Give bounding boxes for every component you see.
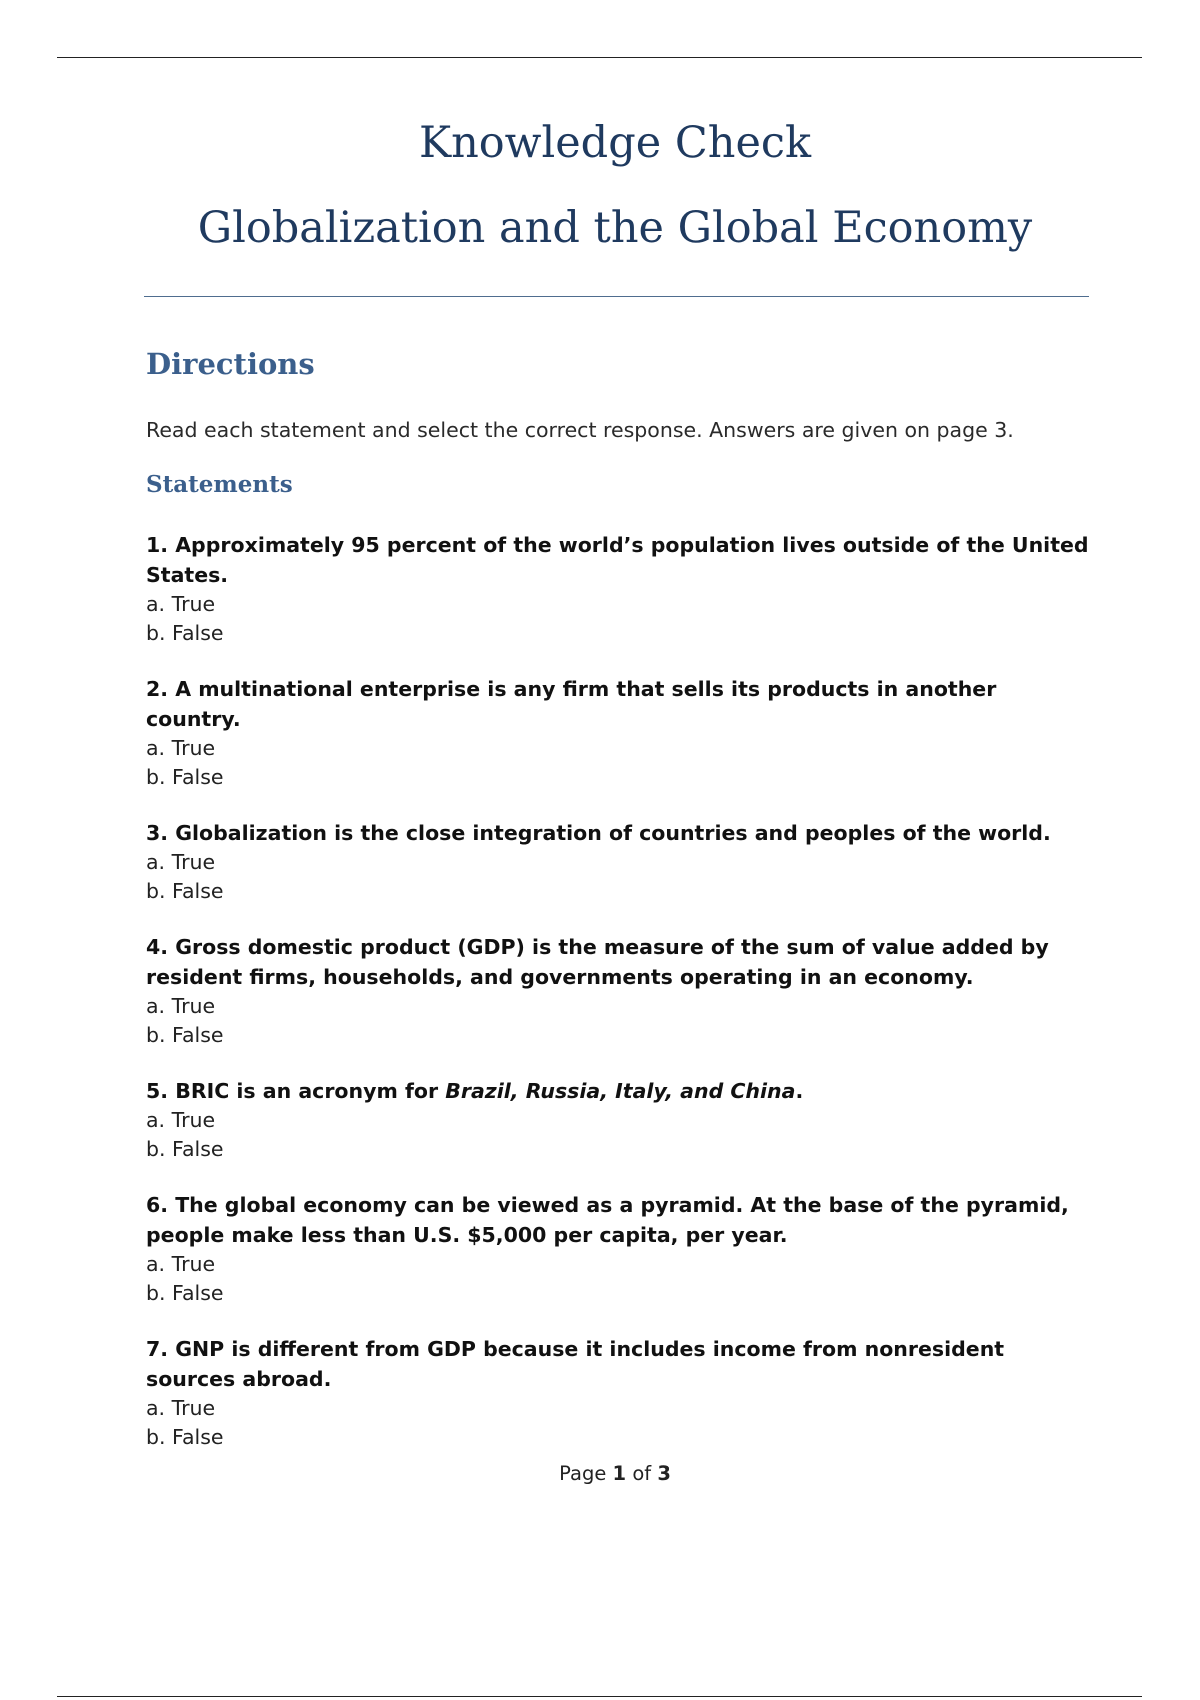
- option-true[interactable]: a. True: [146, 1252, 216, 1276]
- directions-text: Read each statement and select the correct response. Answers are given on page 3.: [146, 418, 1014, 442]
- option-false[interactable]: b. False: [146, 621, 224, 645]
- question-text: 3. Globalization is the close integration of countries and peoples of the world.: [146, 821, 1051, 845]
- option-true[interactable]: a. True: [146, 994, 216, 1018]
- question-6: [146, 1190, 1096, 1308]
- current-page: 1: [612, 1462, 627, 1485]
- option-false[interactable]: b. False: [146, 1023, 224, 1047]
- question-text-emphasis: Brazil, Russia, Italy, and China: [445, 1079, 796, 1103]
- top-rule: [57, 57, 1142, 58]
- page-number: [0, 1462, 1200, 1485]
- option-true[interactable]: a. True: [146, 850, 216, 874]
- option-false[interactable]: b. False: [146, 1425, 224, 1449]
- question-5: [146, 1076, 1096, 1164]
- option-false[interactable]: b. False: [146, 765, 224, 789]
- question-text: 4. Gross domestic product (GDP) is the measure of the sum of value added by resident firms, households, and governments operating in an economy.: [146, 935, 1049, 989]
- question-text: [146, 1076, 1096, 1106]
- question-list: [146, 530, 1096, 1478]
- option-true[interactable]: a. True: [146, 1396, 216, 1420]
- total-pages: 3: [657, 1462, 671, 1485]
- question-text: 7. GNP is different from GDP because it includes income from nonresident sources abroad.: [146, 1337, 1005, 1391]
- option-false[interactable]: b. False: [146, 1281, 224, 1305]
- option-true[interactable]: a. True: [146, 592, 216, 616]
- question-text-suffix: .: [795, 1079, 804, 1103]
- page-subtitle: Globalization and the Global Economy: [197, 203, 1033, 253]
- question-2: [146, 674, 1096, 792]
- directions-heading: Directions: [146, 347, 315, 381]
- option-false[interactable]: b. False: [146, 879, 224, 903]
- question-text-prefix: 5. BRIC is an acronym for: [146, 1079, 446, 1103]
- bottom-rule: [57, 1696, 1142, 1697]
- option-false[interactable]: b. False: [146, 1137, 224, 1161]
- of-word: of: [632, 1462, 652, 1485]
- question-1: [146, 530, 1096, 648]
- page-word: Page: [559, 1462, 607, 1485]
- option-true[interactable]: a. True: [146, 1108, 216, 1132]
- question-4: [146, 932, 1096, 1050]
- option-true[interactable]: a. True: [146, 736, 216, 760]
- question-3: [146, 818, 1096, 906]
- page-title: Knowledge Check: [418, 118, 812, 168]
- title-divider: [144, 296, 1089, 297]
- statements-heading: Statements: [146, 471, 293, 498]
- question-text: 2. A multinational enterprise is any firm that sells its products in another country.: [146, 677, 997, 731]
- question-text: 1. Approximately 95 percent of the world’s population lives outside of the United States.: [146, 533, 1089, 587]
- question-text: 6. The global economy can be viewed as a pyramid. At the base of the pyramid, people make less than U.S. $5,000 per capita, per year.: [146, 1193, 1069, 1247]
- question-7: [146, 1334, 1096, 1452]
